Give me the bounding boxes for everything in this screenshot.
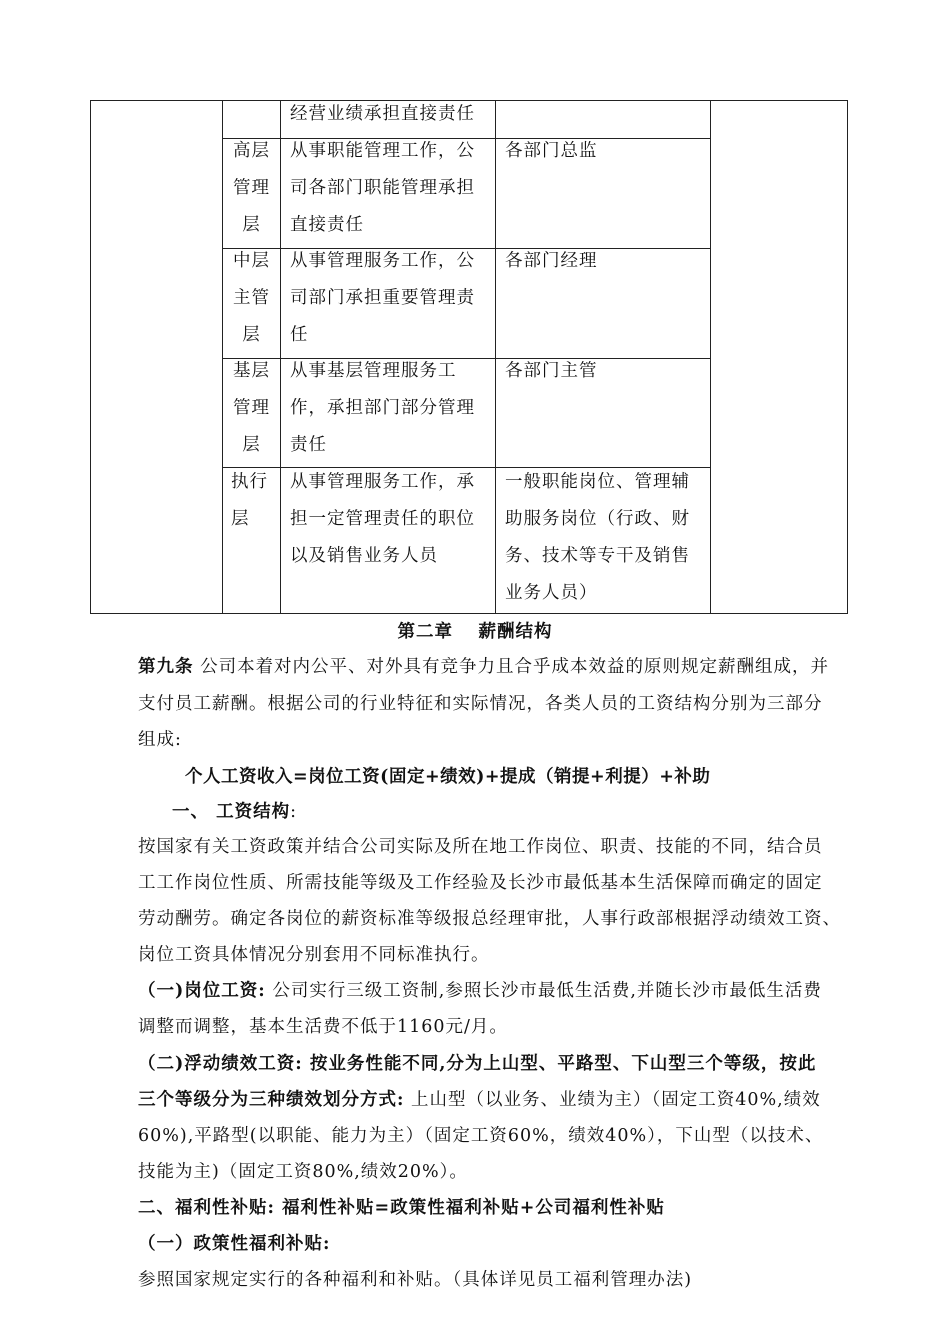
section1-line-2: 工工作岗位性质、所需技能等级及工作经验及长沙市最低基本生活保障而确定的固定 — [138, 873, 823, 893]
table-vline-2 — [280, 100, 281, 614]
duty-line: 从事管理服务工作，公 — [290, 251, 475, 271]
duty-line: 从事基层管理服务工 — [290, 361, 457, 381]
position-line: 各部门主管 — [505, 361, 598, 381]
table-border-right — [847, 100, 848, 614]
table-row-1-level — [223, 133, 280, 244]
position-line: 一般职能岗位、管理辅 — [505, 472, 690, 492]
table-row-3-positions — [505, 353, 598, 390]
article9-text: 公司本着对内公平、对外具有竞争力且合乎成本效益的原则规定薪酬组成，并 — [193, 657, 830, 677]
item2-line-3: 60%),平路型(以职能、能力为主）（固定工资60%，绩效40%），下山型（以技术、 — [138, 1126, 824, 1146]
duty-line: 司各部门职能管理承担 — [290, 178, 475, 198]
article9-line-3: 组成: — [138, 730, 182, 750]
level-line: 执行 — [231, 472, 268, 492]
level-line: 管理 — [233, 398, 270, 418]
section1-heading-suffix: : — [290, 802, 297, 822]
duty-line: 以及销售业务人员 — [290, 546, 438, 566]
article9-line-1 — [138, 653, 829, 678]
table-row-4-level — [231, 464, 280, 538]
duty-line: 司部门承担重要管理责 — [290, 288, 475, 308]
section2-line: 参照国家规定实行的各种福利和补贴。（具体详见员工福利管理办法) — [138, 1270, 693, 1290]
level-line: 层 — [242, 325, 261, 345]
table-row-2-level — [223, 243, 280, 354]
article9-line-2: 支付员工薪酬。根据公司的行业特征和实际情况，各类人员的工资结构分别为三部分 — [138, 694, 823, 714]
level-line: 层 — [242, 215, 261, 235]
level-line: 层 — [231, 509, 250, 529]
item1-line-1 — [138, 977, 822, 1002]
level-line: 基层 — [233, 361, 270, 381]
table-row-1-duty — [290, 133, 475, 244]
table-row-1-positions — [505, 133, 598, 170]
section2-subheading: （一）政策性福利补贴: — [138, 1234, 331, 1254]
duty-line: 经营业绩承担直接责任 — [290, 104, 475, 124]
table-row-3-duty — [290, 353, 475, 464]
section1-heading: 一、 工资结构 — [172, 802, 291, 822]
item2-line-4: 技能为主)（固定工资80%,绩效20%）。 — [138, 1162, 468, 1182]
item1-text: 公司实行三级工资制,参照长沙市最低生活费,并随长沙市最低生活费 — [265, 981, 822, 1001]
section1-line-1: 按国家有关工资政策并结合公司实际及所在地工作岗位、职责、技能的不同，结合员 — [138, 837, 823, 857]
table-vline-3 — [495, 100, 496, 614]
table-vline-4 — [710, 100, 711, 614]
position-line: 务、技术等专干及销售 — [505, 546, 690, 566]
position-line: 各部门经理 — [505, 251, 598, 271]
table-row-4-duty — [290, 464, 475, 575]
table-row-2-duty — [290, 243, 475, 354]
table-border-left — [90, 100, 91, 614]
item2-line-2 — [138, 1086, 821, 1111]
level-line: 管理 — [233, 178, 270, 198]
duty-line: 直接责任 — [290, 215, 364, 235]
level-line: 主管 — [233, 288, 270, 308]
item2-line-2-bold: 三个等级分为三种绩效划分方式: — [138, 1090, 405, 1110]
duty-line: 作，承担部门部分管理 — [290, 398, 475, 418]
table-border-bottom — [90, 613, 848, 614]
duty-line: 从事管理服务工作，承 — [290, 472, 475, 492]
position-level-table — [90, 100, 848, 614]
position-line: 业务人员） — [505, 583, 598, 603]
duty-line: 从事职能管理工作，公 — [290, 141, 475, 161]
level-line: 高层 — [233, 141, 270, 161]
article9-label: 第九条 — [138, 657, 194, 677]
item2-line-2-text: 上山型（以业务、业绩为主）（固定工资40%,绩效 — [404, 1090, 821, 1110]
position-line: 各部门总监 — [505, 141, 598, 161]
section1-line-3: 劳动酬劳。确定各岗位的薪资标准等级报总经理审批，人事行政部根据浮动绩效工资、 — [138, 909, 841, 929]
item2-line-1: （二)浮动绩效工资: 按业务性能不同,分为上山型、平路型、下山型三个等级，按此 — [138, 1054, 817, 1074]
section1-heading-line — [172, 798, 297, 823]
salary-formula: 个人工资收入=岗位工资(固定+绩效)+提成（销提+利提）+补助 — [185, 767, 711, 787]
duty-line: 担一定管理责任的职位 — [290, 509, 475, 529]
duty-line: 任 — [290, 325, 309, 345]
table-row-3-level — [223, 353, 280, 464]
item1-label: （一)岗位工资: — [138, 981, 266, 1001]
table-row-2-positions — [505, 243, 598, 280]
level-line: 中层 — [233, 251, 270, 271]
table-row-0-duty — [290, 96, 475, 133]
section1-line-4: 岗位工资具体情况分别套用不同标准执行。 — [138, 945, 490, 965]
position-line: 助服务岗位（行政、财 — [505, 509, 690, 529]
chapter-title: 第二章 薪酬结构 — [397, 622, 553, 642]
item1-line-2: 调整而调整，基本生活费不低于1160元/月。 — [138, 1017, 508, 1037]
table-row-4-positions — [505, 464, 690, 612]
duty-line: 责任 — [290, 435, 327, 455]
section2-heading: 二、福利性补贴: 福利性补贴=政策性福利补贴+公司福利性补贴 — [138, 1198, 665, 1218]
level-line: 层 — [242, 435, 261, 455]
